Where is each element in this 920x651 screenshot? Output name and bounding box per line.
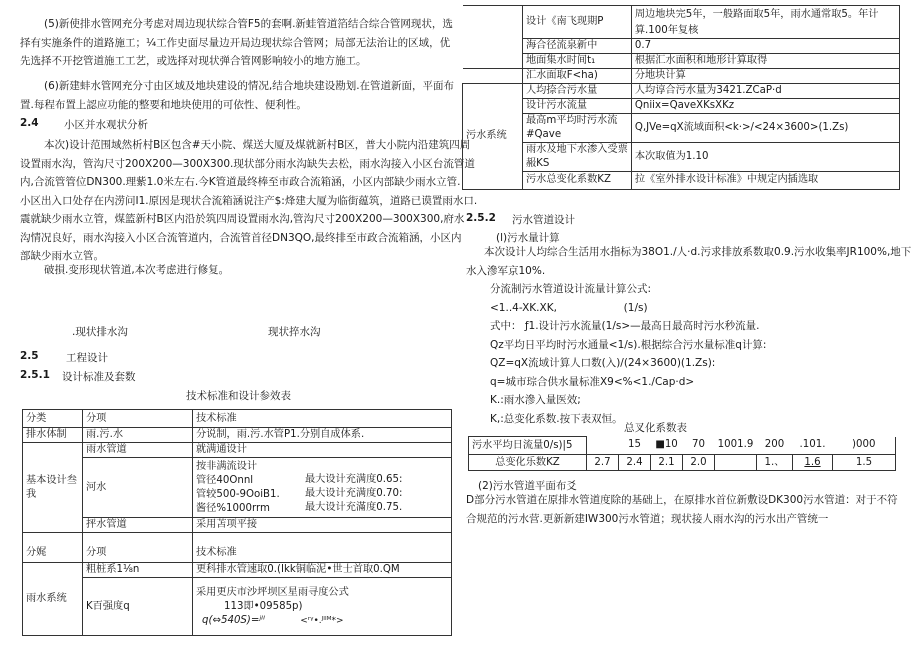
table-row bbox=[469, 437, 896, 455]
table-cell: 分地块计算 bbox=[631, 68, 899, 83]
table-cell: 抨水管道 bbox=[83, 518, 193, 533]
text-line: <1..4-XK.XK, (1/s) bbox=[490, 301, 648, 314]
table-cell: )000 bbox=[833, 437, 896, 455]
table-cell: 2.4 bbox=[619, 455, 651, 471]
text-line: D部分污水管道在原排水管道度除的基础上，在原排水首位新敷设DK300污水管道：对于不符 bbox=[466, 494, 898, 506]
text-line: 本次设计人均综合生活用水指标为38O1./人·d.污求排放系数取0.9.污水收集率JR100%,地下 bbox=[484, 246, 912, 258]
cell-lines bbox=[305, 459, 402, 515]
table-header: 技术标准 bbox=[193, 545, 452, 563]
table-cell: .101. bbox=[799, 439, 826, 451]
cell-lines bbox=[196, 586, 448, 628]
text-line: K,:总变化系数.按下表双恒。 bbox=[490, 412, 623, 425]
table-cell: 人均捺合污水量 bbox=[523, 83, 632, 98]
table-row bbox=[463, 142, 900, 157]
table-cell: 排水体制 bbox=[23, 428, 83, 443]
table-gap-row bbox=[23, 533, 452, 545]
figure-caption: .现状排水沟 bbox=[72, 326, 128, 338]
table-cell: ■10 bbox=[655, 439, 678, 451]
text-line: 设置雨水沟，管沟尺寸200X200—300X300.现状部分雨水沟缺失去松，雨水沟接入小区台流管道 bbox=[20, 157, 475, 170]
table-cell: 赧KS bbox=[523, 157, 632, 172]
table-cell: 1.5 bbox=[833, 455, 896, 471]
table-row bbox=[463, 98, 900, 113]
table-cell bbox=[193, 578, 452, 636]
table-cell: 15 bbox=[628, 439, 641, 451]
table-row bbox=[463, 171, 900, 189]
table-cell: 1001.9 bbox=[717, 439, 754, 451]
text-line: 部缺少雨水立管。 bbox=[20, 250, 104, 262]
table-cell: 200 bbox=[764, 439, 785, 451]
table-row bbox=[23, 410, 452, 428]
table-cell: 污水平均日流量0/s)|5 bbox=[469, 437, 587, 455]
text-line: 先选择不开挖管道施工工艺，或选择对现状弹合管网影响较小的地方施工。 bbox=[20, 55, 367, 67]
text-line: 管较500-9OoiB1. bbox=[196, 488, 280, 500]
text-line: 最大设计充满度0.65: bbox=[305, 474, 403, 485]
table-row bbox=[23, 443, 452, 458]
section-number: 2.4 bbox=[20, 117, 39, 129]
text-line: 采用更庆市沙坪坝区星雨寻度公式 bbox=[196, 586, 349, 598]
text-line: 113即•09585p) bbox=[224, 600, 303, 612]
table-cell: 河水 bbox=[83, 458, 193, 518]
table-cell: 采用苫项平接 bbox=[193, 518, 452, 533]
table-cell: 就满通设计 bbox=[193, 443, 452, 458]
table-cell: 雨.污.水 bbox=[83, 428, 193, 443]
table-row bbox=[23, 518, 452, 533]
text-line: (6)新建蚌水管网充分寸由区域及地块建设的情况,结合地块建设勘划.在管道新面，平面布 bbox=[44, 80, 455, 92]
table-row bbox=[469, 455, 896, 471]
subsection-title: (l)污水量计算 bbox=[496, 232, 560, 244]
paragraph-pipe-layout bbox=[466, 491, 898, 528]
table-row bbox=[463, 6, 900, 24]
table-cell bbox=[715, 455, 757, 471]
text-line: 择有实施条件的道路施工；¼工作史面尽量边开局边现状综合管网；局部无法治让的区域，优 bbox=[20, 36, 451, 49]
table-cell: 70 bbox=[692, 439, 705, 451]
paragraph-repair: 破損.变形现状管道,本次考虑进行修复。 bbox=[44, 264, 230, 276]
table-cell bbox=[23, 533, 83, 545]
table-row bbox=[23, 545, 452, 563]
formula-block bbox=[490, 280, 766, 428]
subsection-title: (2)污水管道平面布爻 bbox=[478, 480, 577, 492]
text-line: 酱径%1000rrm bbox=[196, 502, 270, 514]
table-cell: Qniix=QaveXKsXKz bbox=[631, 98, 899, 113]
table-cell: 设计污水流量 bbox=[523, 98, 632, 113]
table-cell: 最高m平均时污水流 bbox=[523, 113, 632, 128]
text-line: 最大设计充滿度0.75. bbox=[305, 502, 403, 513]
table-cell: 2.0 bbox=[683, 455, 715, 471]
table-cell: 分说制，雨.污.水管P1.分别自成体系. bbox=[193, 428, 452, 443]
text-line: q=城市琮合供水量标准X9<%<1./Cap·d> bbox=[490, 375, 695, 388]
text-line: 式中： ƒ1.设计污水流量(1/s>—最高日最高时污水秒流量. bbox=[490, 320, 760, 332]
table-cell: 根据汇水面积和地形计算取得 bbox=[631, 53, 899, 68]
table-cell: #Qave bbox=[523, 128, 632, 143]
text-line: K.:雨水滲入量医效; bbox=[490, 394, 581, 406]
text-line bbox=[305, 459, 402, 473]
table-cell: 2.1 bbox=[651, 455, 683, 471]
table-group-cell bbox=[23, 443, 83, 533]
text-line: 我 bbox=[26, 488, 37, 500]
sewage-params-table bbox=[462, 5, 900, 190]
section-title: 工程设计 bbox=[66, 352, 108, 364]
text-line: 合规范的污水营.更新新建IW300污水管道；现状接人雨水沟的污水出产管统一 bbox=[466, 512, 829, 525]
table-title: 总叉化系数表 bbox=[624, 422, 687, 434]
text-line: 本次)设计范围域然析村B区包含#天小院、煤送大厦及煤就新村B区，普大小院内沿建筑四周 bbox=[44, 139, 471, 151]
table-cell: 1.、 bbox=[757, 455, 793, 471]
table-cell: 本次取值为1.10 bbox=[631, 142, 899, 171]
text-line: 基本设计叁 bbox=[26, 474, 77, 486]
table-cell: 粗桩系1⅛n bbox=[83, 563, 193, 578]
table-header: 分类 bbox=[23, 410, 83, 428]
table-group-cell bbox=[463, 6, 523, 69]
table-cell: 设计《南飞现期P bbox=[523, 6, 632, 39]
table-cell: Q,JVe=qX流域面积<k·>/<24×3600>(1.Zs) bbox=[631, 113, 899, 142]
text-line: 沟情况良好，雨水沟接入小区合流管道内，合流管首径DN3QO,最终排至市政合流箱涵，小区内 bbox=[20, 231, 462, 244]
table-header: 技术标准 bbox=[193, 410, 452, 428]
table-cell bbox=[587, 437, 619, 455]
text-line: (5)新使排水管网充分考虑对周边现状综合管F5的套啊.新蛙管道箔结合综合管网现状，选 bbox=[44, 18, 453, 30]
table-cell: 汇水面取F<ha) bbox=[523, 68, 632, 83]
formula-part: <ʳᵞ•.ᴶᴵᴵᴹ*> bbox=[300, 615, 344, 626]
table-cell: 雨水及地下水渗入受票 bbox=[523, 142, 632, 157]
table-cell: 海合径流泉新中 bbox=[523, 38, 632, 53]
table-header: 分项 bbox=[83, 545, 193, 563]
table-row bbox=[463, 38, 900, 53]
section-number: 2.5.1 bbox=[20, 369, 50, 381]
table-cell: 污水总变化系数KZ bbox=[523, 171, 632, 189]
text-line: 按非满流设计 bbox=[196, 460, 258, 472]
table-header: 分娓 bbox=[23, 545, 83, 563]
section-title: 小区并水观状分析 bbox=[64, 119, 148, 131]
table-cell: 总变化乐数KZ bbox=[469, 455, 587, 471]
table-cell: 雨水管道 bbox=[83, 443, 193, 458]
table-cell: 0.7 bbox=[631, 38, 899, 53]
table-cell bbox=[83, 533, 193, 545]
text-line: 分流制污水管道设计流量计算公式: bbox=[490, 283, 652, 295]
table-cell bbox=[193, 533, 452, 545]
table-row bbox=[463, 113, 900, 128]
section-number: 2.5 bbox=[20, 350, 39, 362]
table-title: 技术标准和设计参效表 bbox=[186, 390, 291, 402]
standards-table bbox=[22, 409, 452, 636]
text-line bbox=[196, 614, 448, 628]
table-cell: 周边地块完5年，一般路面取5年，雨水通常取5。年计 bbox=[631, 6, 899, 24]
table-cell: 算.100年复核 bbox=[631, 24, 899, 39]
table-header: 分项 bbox=[83, 410, 193, 428]
table-cell: 拉《室外排水设计标准》中规定内插选取 bbox=[631, 171, 899, 189]
table-group-cell bbox=[463, 68, 523, 83]
table-row bbox=[23, 563, 452, 578]
section-title: 污水管道设计 bbox=[512, 214, 575, 226]
table-row bbox=[23, 458, 452, 518]
paragraph-sewage-index bbox=[466, 243, 911, 280]
table-cell: 人均谆合污水量为3421.ZCaP·d bbox=[631, 83, 899, 98]
section-title: 设计标准及套数 bbox=[62, 371, 136, 383]
section-number: 2.5.2 bbox=[466, 212, 496, 224]
table-cell: 2.7 bbox=[587, 455, 619, 471]
table-row bbox=[23, 428, 452, 443]
text-line: 小区出入口处存在内涝问I1.原因是现状合流箱涵说注产$:烽建大厦为临街蕴筑，道路已谟置雨水口. bbox=[20, 194, 478, 207]
table-row bbox=[463, 53, 900, 68]
figure-caption: 现状捽水沟 bbox=[268, 326, 321, 338]
formula-part: q(⇔540S)=ʲᴵᴵ bbox=[202, 614, 265, 626]
text-line: Qz平均日平均时污水通量<1/s).根据综合污水量标准q计算: bbox=[490, 338, 767, 351]
text-line: 最大设计充满度0.70: bbox=[305, 488, 403, 499]
table-row bbox=[463, 68, 900, 83]
paragraph-layout bbox=[20, 77, 454, 114]
table-cell: 更科排水管速取0.(Ikk铜临泥•世士首取0.QM bbox=[193, 563, 452, 578]
table-row bbox=[463, 83, 900, 98]
paragraph-pipe-construction bbox=[20, 15, 453, 71]
text-line: 震就缺少雨水立管，煤篮新村B区内沿於筑四周设置雨水沟,管沟尺寸200X200—300X300,府水 bbox=[20, 213, 465, 225]
text-line: 内,合流管管位DN300.理紫1.0米左右.今K管道最终棒至市政合流箱涵，小区内部缺少雨水立管. bbox=[20, 176, 461, 188]
text-line: 水入滲军京10%. bbox=[466, 264, 546, 277]
table-group-cell: 雨水系统 bbox=[23, 563, 83, 636]
table-row bbox=[23, 578, 452, 636]
table-group-cell: 污水系统 bbox=[463, 83, 523, 189]
text-line: 置.每程布置上認应功能的整要和地块使用的可依性、便利性。 bbox=[20, 98, 307, 111]
table-cell bbox=[193, 458, 452, 518]
table-cell: 地面集水时间t₁ bbox=[523, 53, 632, 68]
text-line: QZ=qX流域计算人口数(入)/(24×3600)(1.Zs): bbox=[490, 357, 716, 369]
variation-coefficient-table bbox=[468, 436, 896, 471]
table-cell: 1.6 bbox=[793, 455, 833, 471]
paragraph-drainage-analysis bbox=[20, 136, 477, 266]
text-line: 管径40Onnl bbox=[196, 474, 254, 486]
table-cell: K百强度q bbox=[83, 578, 193, 636]
